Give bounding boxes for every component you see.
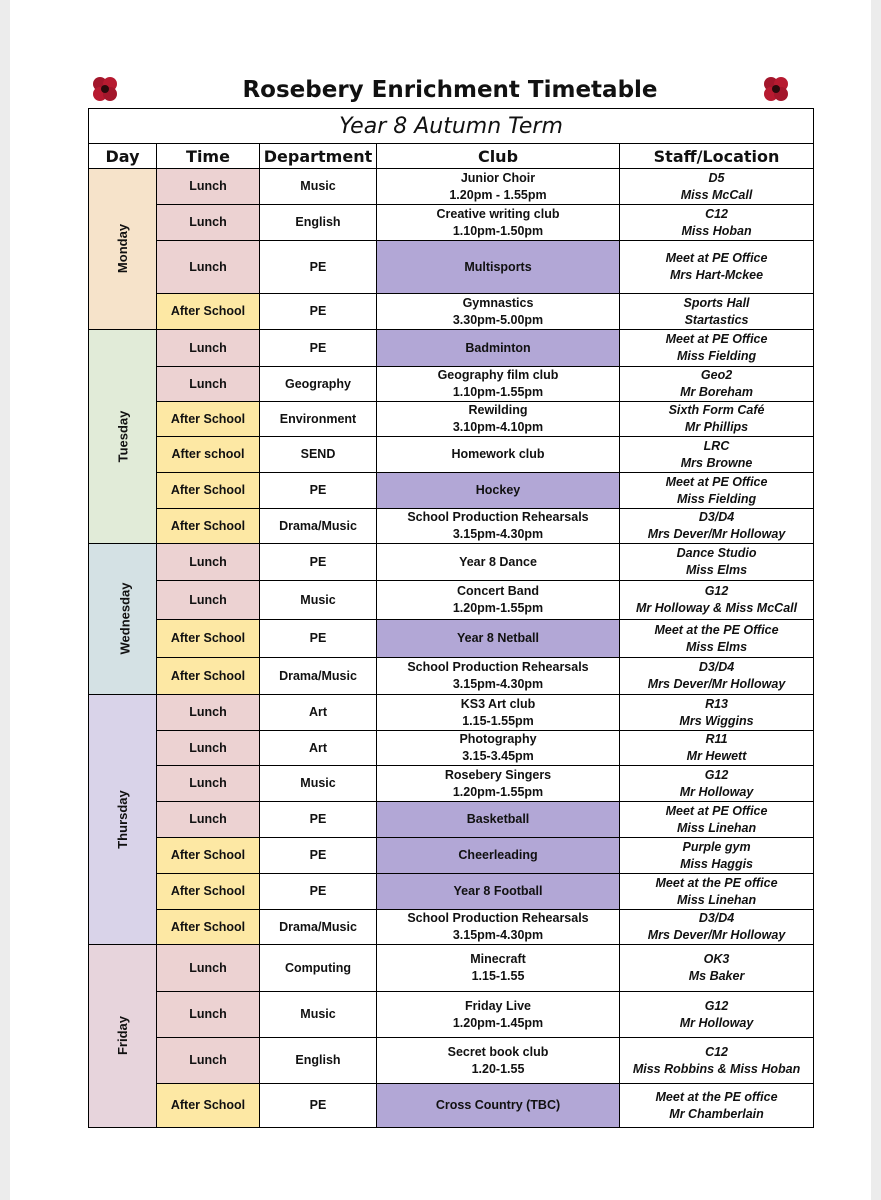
- table-row: [89, 992, 814, 1038]
- location: C12: [705, 206, 728, 221]
- staff-name: Mr Phillips: [684, 420, 749, 434]
- table-row: [89, 330, 814, 367]
- table-row: [89, 1084, 814, 1128]
- time-cell: After School: [157, 874, 260, 910]
- club-name: Cheerleading: [458, 848, 538, 862]
- table-row: [89, 766, 814, 802]
- club-time: 1.20pm - 1.55pm: [449, 187, 547, 202]
- day-name: Monday: [115, 223, 130, 274]
- staff-location-cell: [620, 544, 814, 581]
- staff-name: Miss Fielding: [676, 491, 757, 506]
- club-cell: [377, 695, 620, 731]
- club-name: Year 8 Football: [453, 884, 543, 898]
- staff-name: Startastics: [684, 312, 749, 327]
- staff-name: Miss Linehan: [676, 820, 757, 835]
- poppy-icon: [761, 74, 791, 104]
- table-row: [89, 205, 814, 241]
- location: Meet at the PE office: [655, 1089, 778, 1104]
- department-cell: PE: [260, 544, 377, 581]
- location: G12: [704, 584, 729, 598]
- day-label-thursday: [89, 695, 157, 945]
- club-cell: [377, 992, 620, 1038]
- club-cell: [377, 205, 620, 241]
- club-time: 1.10pm-1.55pm: [452, 385, 544, 399]
- club-name: Rosebery Singers: [444, 767, 552, 782]
- day-label-monday: [89, 169, 157, 330]
- day-label-tuesday: [89, 330, 157, 544]
- time-cell: After School: [157, 658, 260, 695]
- staff-name: Mr Holloway: [679, 1015, 754, 1030]
- staff-location-cell: [620, 367, 814, 402]
- club-name: Secret book club: [447, 1044, 549, 1059]
- time-cell: Lunch: [157, 241, 260, 294]
- time-cell: After School: [157, 473, 260, 509]
- staff-name: Mr Boreham: [680, 385, 753, 399]
- department-cell: Music: [260, 169, 377, 205]
- day-name: Wednesday: [117, 582, 133, 655]
- club-time: 1.15-1.55: [471, 969, 525, 983]
- club-cell: [377, 620, 620, 658]
- timetable: [88, 108, 813, 1128]
- club-name: Basketball: [466, 812, 530, 826]
- club-time: 3.15pm-4.30pm: [452, 527, 544, 541]
- club-time: 3.15pm-4.30pm: [452, 928, 544, 942]
- department-cell: Drama/Music: [260, 658, 377, 695]
- staff-location-cell: [620, 1038, 814, 1084]
- header-time: Time: [157, 144, 260, 169]
- time-cell: After School: [157, 1084, 260, 1128]
- time-cell: After School: [157, 838, 260, 874]
- time-cell: Lunch: [157, 992, 260, 1038]
- table-row: [89, 367, 814, 402]
- department-cell: Music: [260, 581, 377, 620]
- time-cell: After School: [157, 294, 260, 330]
- club-cell: [377, 330, 620, 367]
- day-name: Friday: [114, 1015, 130, 1056]
- club-name: Hockey: [475, 483, 521, 497]
- staff-location-cell: [620, 802, 814, 838]
- club-time: 3.10pm-4.10pm: [452, 420, 544, 434]
- staff-name: Miss Linehan: [676, 892, 757, 907]
- staff-location-cell: [620, 169, 814, 205]
- time-cell: Lunch: [157, 1038, 260, 1084]
- time-cell: Lunch: [157, 330, 260, 367]
- table-row: [89, 910, 814, 945]
- staff-location-cell: [620, 945, 814, 992]
- time-cell: After School: [157, 402, 260, 437]
- staff-name: Miss Fielding: [676, 349, 757, 363]
- club-cell: [377, 838, 620, 874]
- table-row: [89, 1038, 814, 1084]
- club-cell: [377, 581, 620, 620]
- club-name: Friday Live: [465, 998, 531, 1013]
- table-row: [89, 473, 814, 509]
- club-cell: [377, 910, 620, 945]
- staff-name: Mr Hewett: [686, 749, 747, 763]
- club-cell: [377, 1038, 620, 1084]
- table-row: [89, 658, 814, 695]
- location: Geo2: [700, 368, 733, 382]
- department-cell: PE: [260, 802, 377, 838]
- table-row: [89, 731, 814, 766]
- club-time: 1.15-1.55pm: [462, 713, 534, 728]
- table-row: [89, 695, 814, 731]
- page-title: Rosebery Enrichment Timetable: [242, 77, 658, 103]
- location: OK3: [703, 952, 730, 966]
- department-cell: PE: [260, 294, 377, 330]
- club-cell: [377, 766, 620, 802]
- staff-name: Mrs Dever/Mr Holloway: [647, 928, 786, 942]
- table-row: [89, 437, 814, 473]
- location: R11: [705, 732, 728, 746]
- time-cell: Lunch: [157, 766, 260, 802]
- header-department: Department: [260, 144, 377, 169]
- staff-location-cell: [620, 437, 814, 473]
- table-row: [89, 581, 814, 620]
- table-row: [89, 838, 814, 874]
- staff-name: Miss Haggis: [680, 856, 753, 871]
- club-time: 1.20-1.55: [471, 1061, 525, 1076]
- table-row: [89, 945, 814, 992]
- time-cell: After School: [157, 509, 260, 544]
- club-name: Multisports: [464, 259, 532, 274]
- club-time: 1.20pm-1.55pm: [452, 601, 544, 615]
- staff-location-cell: [620, 473, 814, 509]
- club-time: 1.10pm-1.50pm: [452, 223, 544, 238]
- club-time: 3.15-3.45pm: [462, 749, 534, 763]
- time-cell: After school: [157, 437, 260, 473]
- time-cell: Lunch: [157, 205, 260, 241]
- club-name: School Production Rehearsals: [407, 510, 589, 524]
- department-cell: PE: [260, 241, 377, 294]
- location: D3/D4: [698, 660, 735, 674]
- department-cell: Drama/Music: [260, 910, 377, 945]
- time-cell: Lunch: [157, 367, 260, 402]
- club-cell: [377, 473, 620, 509]
- staff-location-cell: [620, 509, 814, 544]
- time-cell: Lunch: [157, 544, 260, 581]
- staff-name: Mr Holloway: [679, 784, 754, 799]
- location: Meet at PE Office: [665, 474, 768, 489]
- table-row: [89, 544, 814, 581]
- department-cell: Art: [260, 731, 377, 766]
- staff-name: Mrs Dever/Mr Holloway: [647, 527, 786, 541]
- club-name: School Production Rehearsals: [407, 911, 589, 925]
- department-cell: English: [260, 205, 377, 241]
- staff-location-cell: [620, 658, 814, 695]
- club-time: 1.20pm-1.55pm: [452, 784, 544, 799]
- club-name: Homework club: [451, 447, 545, 461]
- club-cell: [377, 294, 620, 330]
- term-heading: Year 8 Autumn Term: [89, 109, 814, 144]
- location: Purple gym: [682, 839, 751, 854]
- club-name: Junior Choir: [460, 170, 536, 185]
- table-row: [89, 169, 814, 205]
- club-cell: [377, 169, 620, 205]
- club-name: Minecraft: [470, 952, 526, 966]
- club-name: Year 8 Dance: [459, 554, 537, 569]
- day-name: Thursday: [114, 789, 130, 849]
- time-cell: Lunch: [157, 695, 260, 731]
- staff-name: Miss Robbins & Miss Hoban: [632, 1061, 801, 1076]
- club-cell: [377, 367, 620, 402]
- staff-location-cell: [620, 766, 814, 802]
- table-row: [89, 874, 814, 910]
- document-page: [10, 0, 871, 1200]
- club-cell: [377, 544, 620, 581]
- club-name: KS3 Art club: [460, 696, 536, 711]
- location: Meet at PE Office: [665, 251, 768, 265]
- staff-location-cell: [620, 581, 814, 620]
- club-cell: [377, 874, 620, 910]
- location: R13: [705, 696, 728, 711]
- staff-location-cell: [620, 695, 814, 731]
- club-name: Gymnastics: [462, 295, 534, 310]
- club-name: Photography: [459, 732, 537, 746]
- club-name: Year 8 Netball: [457, 631, 539, 645]
- location: D3/D4: [698, 911, 735, 925]
- location: Meet at the PE office: [655, 875, 778, 890]
- time-cell: After School: [157, 620, 260, 658]
- staff-name: Miss Elms: [685, 639, 748, 654]
- time-cell: Lunch: [157, 731, 260, 766]
- department-cell: English: [260, 1038, 377, 1084]
- title-area: [88, 72, 812, 108]
- club-cell: [377, 437, 620, 473]
- staff-location-cell: [620, 205, 814, 241]
- time-cell: Lunch: [157, 169, 260, 205]
- location: LRC: [703, 438, 730, 453]
- staff-name: Mrs Hart-Mckee: [669, 268, 764, 282]
- staff-location-cell: [620, 620, 814, 658]
- staff-location-cell: [620, 402, 814, 437]
- department-cell: PE: [260, 620, 377, 658]
- department-cell: Art: [260, 695, 377, 731]
- staff-name: Miss Elms: [685, 563, 748, 577]
- day-name: Tuesday: [115, 410, 130, 462]
- staff-name: Mrs Wiggins: [679, 713, 754, 728]
- table-row: [89, 620, 814, 658]
- club-name: Badminton: [465, 340, 531, 355]
- staff-location-cell: [620, 731, 814, 766]
- header-day: Day: [89, 144, 157, 169]
- staff-name: Mrs Browne: [680, 455, 753, 470]
- header-staff-location: Staff/Location: [620, 144, 814, 169]
- club-time: 3.30pm-5.00pm: [452, 312, 544, 327]
- department-cell: Computing: [260, 945, 377, 992]
- staff-location-cell: [620, 1084, 814, 1128]
- time-cell: After School: [157, 910, 260, 945]
- location: G12: [704, 998, 729, 1013]
- time-cell: Lunch: [157, 802, 260, 838]
- location: Dance Studio: [676, 546, 757, 560]
- department-cell: PE: [260, 874, 377, 910]
- department-cell: Environment: [260, 402, 377, 437]
- staff-name: Mrs Dever/Mr Holloway: [647, 677, 786, 691]
- club-name: Rewilding: [468, 403, 528, 417]
- staff-location-cell: [620, 910, 814, 945]
- department-cell: Geography: [260, 367, 377, 402]
- club-cell: [377, 731, 620, 766]
- club-cell: [377, 945, 620, 992]
- department-cell: PE: [260, 330, 377, 367]
- club-name: Concert Band: [457, 584, 539, 598]
- department-cell: PE: [260, 473, 377, 509]
- table-row: [89, 402, 814, 437]
- location: Sports Hall: [683, 295, 750, 310]
- staff-name: Mr Holloway & Miss McCall: [635, 601, 798, 615]
- location: D3/D4: [698, 510, 735, 524]
- day-label-wednesday: [89, 544, 157, 695]
- header-club: Club: [377, 144, 620, 169]
- club-cell: [377, 802, 620, 838]
- department-cell: Drama/Music: [260, 509, 377, 544]
- club-cell: [377, 658, 620, 695]
- department-cell: PE: [260, 838, 377, 874]
- location: G12: [704, 767, 729, 782]
- staff-name: Mr Chamberlain: [669, 1106, 764, 1121]
- club-name: School Production Rehearsals: [407, 660, 589, 674]
- table-row: [89, 509, 814, 544]
- location: D5: [708, 170, 725, 185]
- staff-location-cell: [620, 330, 814, 367]
- location: Sixth Form Café: [668, 403, 765, 417]
- staff-location-cell: [620, 992, 814, 1038]
- club-cell: [377, 509, 620, 544]
- club-cell: [377, 402, 620, 437]
- location: C12: [705, 1044, 728, 1059]
- location: Meet at PE Office: [665, 803, 768, 818]
- day-label-friday: [89, 945, 157, 1128]
- staff-location-cell: [620, 241, 814, 294]
- club-time: 1.20pm-1.45pm: [452, 1015, 544, 1030]
- staff-location-cell: [620, 874, 814, 910]
- department-cell: Music: [260, 766, 377, 802]
- department-cell: SEND: [260, 437, 377, 473]
- time-cell: Lunch: [157, 581, 260, 620]
- club-name: Cross Country (TBC): [435, 1098, 561, 1112]
- staff-name: Ms Baker: [688, 969, 745, 983]
- department-cell: Music: [260, 992, 377, 1038]
- club-name: Creative writing club: [436, 206, 560, 221]
- staff-name: Miss McCall: [680, 187, 753, 202]
- table-row: [89, 294, 814, 330]
- staff-name: Miss Hoban: [681, 223, 752, 238]
- club-cell: [377, 241, 620, 294]
- location: Meet at PE Office: [665, 332, 768, 346]
- table-row: [89, 241, 814, 294]
- club-name: Geography film club: [437, 368, 559, 382]
- time-cell: Lunch: [157, 945, 260, 992]
- staff-location-cell: [620, 294, 814, 330]
- location: Meet at the PE Office: [654, 622, 779, 637]
- club-time: 3.15pm-4.30pm: [452, 677, 544, 691]
- staff-location-cell: [620, 838, 814, 874]
- table-row: [89, 802, 814, 838]
- club-cell: [377, 1084, 620, 1128]
- department-cell: PE: [260, 1084, 377, 1128]
